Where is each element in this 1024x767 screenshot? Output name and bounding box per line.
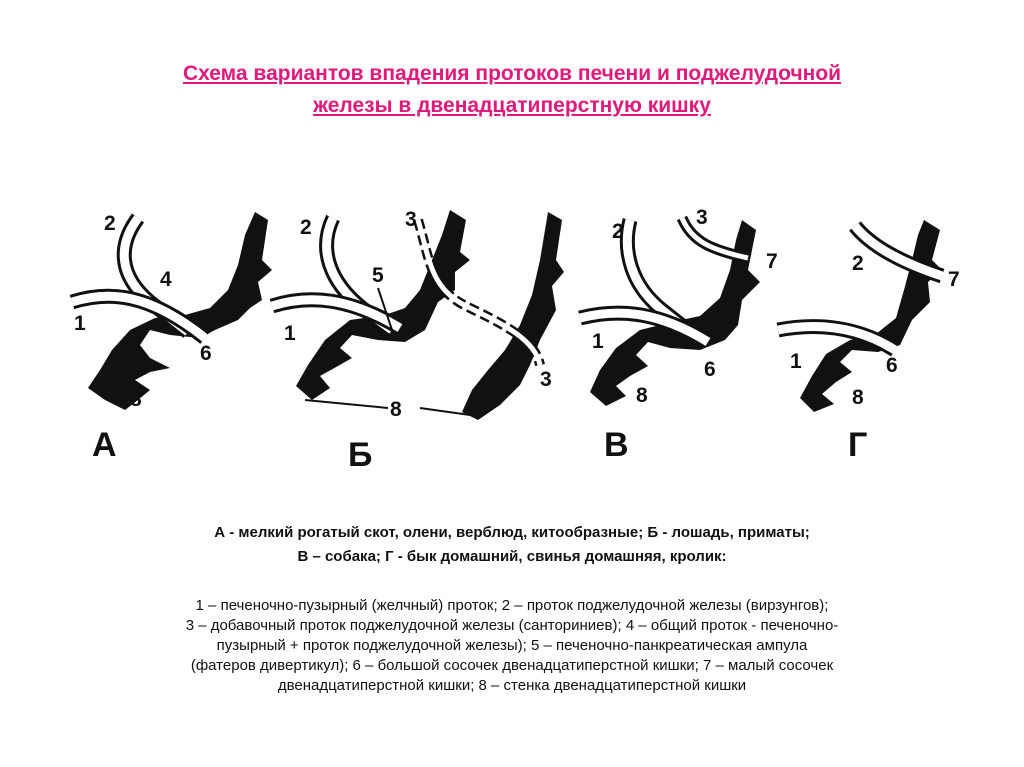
label-1: 1 bbox=[74, 312, 86, 335]
label-3: 3 bbox=[696, 206, 708, 229]
panel-letter-v: В bbox=[604, 426, 629, 464]
label-5: 5 bbox=[372, 264, 384, 287]
label-2: 2 bbox=[104, 212, 116, 235]
legend-line-2: 3 – добавочный проток поджелудочной железы (санториниев); 4 – общий проток - печеночно- bbox=[185, 617, 839, 634]
duct-variants-diagram bbox=[0, 190, 1024, 480]
legend-line-5: двенадцатиперстной кишки; 8 – стенка двенадцатиперстной кишки bbox=[277, 677, 747, 694]
panel-b bbox=[272, 208, 564, 474]
label-3: 3 bbox=[405, 208, 417, 231]
title-line-1: Схема вариантов впадения протоков печени и поджелудочной bbox=[182, 62, 842, 85]
legend-line-3: пузырный + проток поджелудочной железы); 5 – печеночно-панкреатическая ампула bbox=[216, 637, 808, 654]
label-8: 8 bbox=[636, 384, 648, 407]
label-7: 7 bbox=[948, 268, 960, 291]
label-6: 6 bbox=[704, 358, 716, 381]
species-line-2: В – собака; Г - бык домашний, свинья домашняя, кролик: bbox=[297, 548, 727, 565]
panel-a bbox=[72, 212, 272, 464]
panel-letter-b: Б bbox=[348, 436, 373, 474]
legend-line-1: 1 – печеночно-пузырный (желчный) проток; 2 – проток поджелудочной железы (вирзунгов); bbox=[195, 597, 829, 614]
panel-v bbox=[580, 206, 778, 464]
panel-letter-g: Г bbox=[848, 426, 868, 464]
leader-8-left bbox=[305, 400, 388, 408]
label-8: 8 bbox=[390, 398, 402, 421]
label-6: 6 bbox=[200, 342, 212, 365]
legend bbox=[30, 596, 994, 696]
page-title bbox=[40, 58, 984, 122]
label-1: 1 bbox=[284, 322, 296, 345]
label-6: 6 bbox=[886, 354, 898, 377]
title-line-2: железы в двенадцатиперстную кишку bbox=[313, 94, 711, 117]
species-line-1: А - мелкий рогатый скот, олени, верблюд, китообразные; Б - лошадь, приматы; bbox=[214, 524, 810, 541]
label-1: 1 bbox=[790, 350, 802, 373]
label-3-lower: 3 bbox=[540, 368, 552, 391]
label-4: 4 bbox=[160, 268, 172, 291]
label-2: 2 bbox=[852, 252, 864, 275]
duodenum-wall-a bbox=[88, 212, 272, 410]
panel-letter-a: А bbox=[92, 426, 117, 464]
label-1: 1 bbox=[592, 330, 604, 353]
label-8: 8 bbox=[852, 386, 864, 409]
label-7: 7 bbox=[766, 250, 778, 273]
species-caption bbox=[40, 521, 984, 569]
legend-line-4: (фатеров дивертикул); 6 – большой сосочек двенадцатиперстной кишки; 7 – малый сосочек bbox=[190, 657, 834, 674]
label-2: 2 bbox=[612, 220, 624, 243]
label-8: 8 bbox=[130, 388, 142, 411]
label-2: 2 bbox=[300, 216, 312, 239]
panel-g bbox=[778, 220, 960, 464]
